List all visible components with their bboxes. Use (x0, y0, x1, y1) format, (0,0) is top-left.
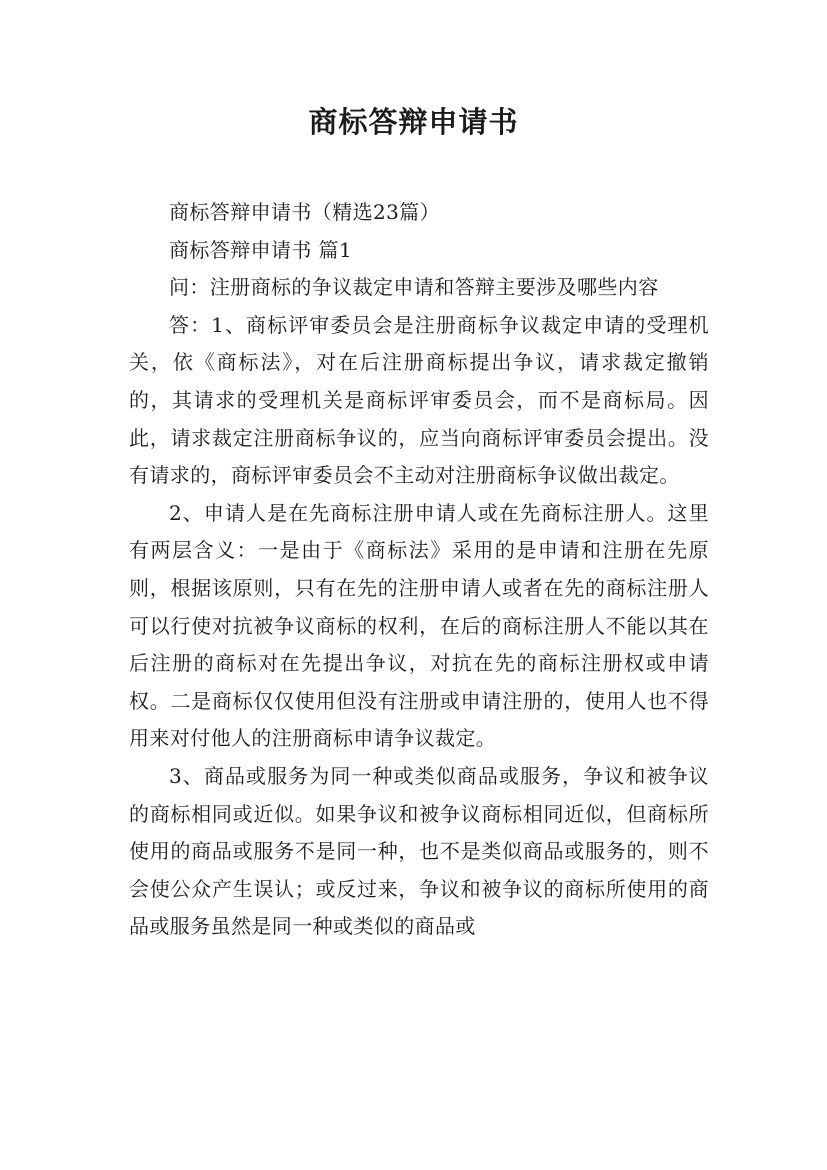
paragraph-answer-1: 答：1、商标评审委员会是注册商标争议裁定申请的受理机关，依《商标法》，对在后注册商标提出争议，请求裁定撤销的，其请求的受理机关是商标评审委员会，而不是商标局。因此，请求裁定注册商标争议的，应当向商标评审委员会提出。没有请求的，商标评审委员会不主动对注册商标争议做出裁定。 (129, 312, 709, 488)
document-body (129, 194, 709, 946)
paragraph-section-heading: 商标答辩申请书 篇1 (169, 237, 353, 262)
paragraph-subtitle: 商标答辩申请书（精选23篇） (169, 200, 441, 224)
paragraph-answer-3: 3、商品或服务为同一种或类似商品或服务，争议和被争议的商标相同或近似。如果争议和被争议商标相同近似，但商标所使用的商品或服务不是同一种，也不是类似商品或服务的，则不会使公众产生误认；或反过来，争议和被争议的商标所使用的商品或服务虽然是同一种或类似的商品或 (129, 763, 709, 939)
paragraph-question: 问：注册商标的争议裁定申请和答辩主要涉及哪些内容 (169, 275, 659, 300)
paragraph-answer-2: 2、申请人是在先商标注册申请人或在先商标注册人。这里有两层含义：一是由于《商标法》采用的是申请和注册在先原则，根据该原则，只有在先的注册申请人或者在先的商标注册人可以行使对抗被争议商标的权利，在后的商标注册人不能以其在后注册的商标对在先提出争议，对抗在先的商标注册权或申请权。二是商标仅仅使用但没有注册或申请注册的，使用人也不得用来对付他人的注册商标申请争议裁定。 (129, 500, 709, 751)
document-title: 商标答辩申请书 (308, 105, 519, 139)
